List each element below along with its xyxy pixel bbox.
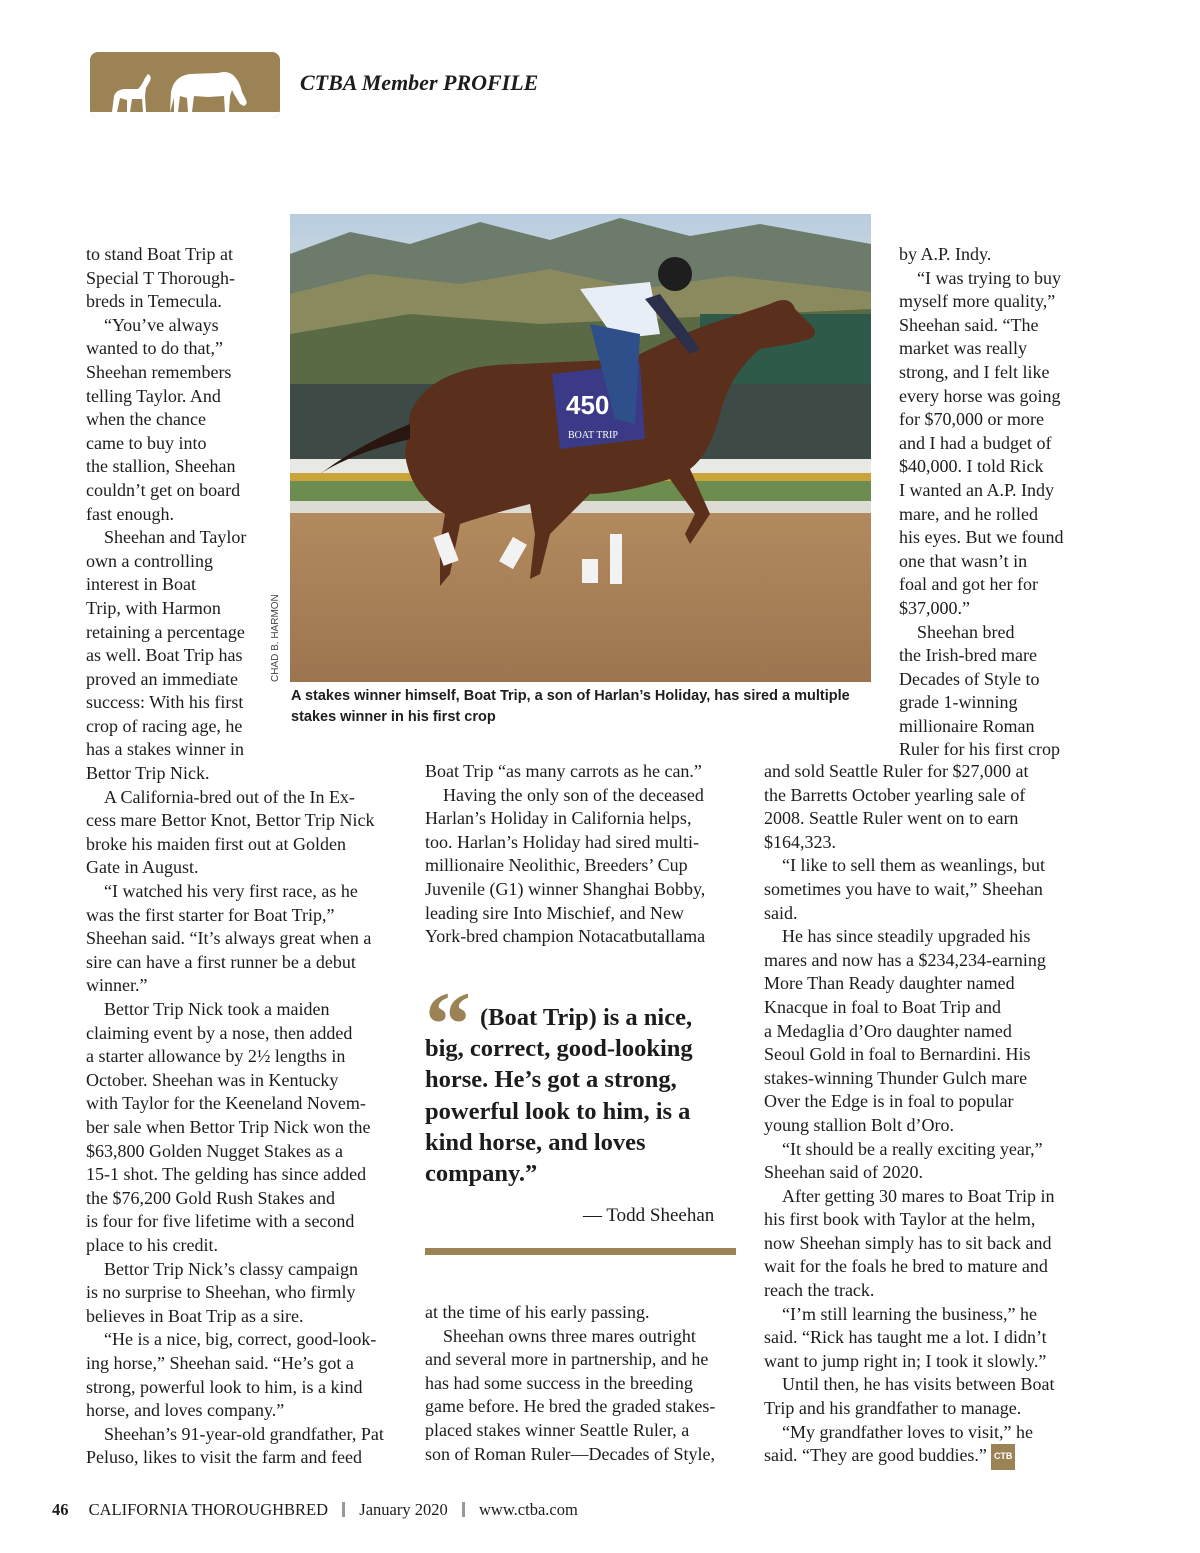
- pull-quote-line: kind horse, and loves: [425, 1128, 646, 1156]
- article-line: ber sale when Bettor Trip Nick won the: [86, 1116, 371, 1137]
- article-line: Juvenile (G1) winner Shanghai Bobby,: [425, 878, 706, 899]
- article-line: strong, and I felt like: [899, 361, 1050, 382]
- article-line: 15-1 shot. The gelding has since added: [86, 1164, 367, 1185]
- article-line: “I’m still learning the business,” he: [782, 1303, 1037, 1324]
- article-line: and sold Seattle Ruler for $27,000 at: [764, 761, 1029, 781]
- article-line: 2008. Seattle Ruler went on to earn: [764, 808, 1019, 829]
- article-line: his eyes. But we found: [899, 527, 1064, 548]
- article-line: Knacque in foal to Boat Trip and: [764, 996, 1001, 1017]
- article-line: millionaire Roman: [899, 715, 1035, 736]
- article-line: couldn’t get on board: [86, 479, 241, 500]
- article-line: with Taylor for the Keeneland Novem-: [86, 1093, 366, 1114]
- article-line: reach the track.: [764, 1280, 875, 1301]
- article-line: Trip and his grandfather to manage.: [764, 1398, 1022, 1419]
- article-line: Gate in August.: [86, 857, 199, 878]
- photo-credit: CHAD B. HARMON: [270, 594, 281, 682]
- article-line: strong, powerful look to him, is a kind: [86, 1376, 363, 1397]
- mare-and-foal-icon: [90, 52, 280, 118]
- column-left: [86, 243, 384, 1470]
- section-title: CTBA Member PROFILE: [300, 70, 539, 95]
- article-line: Bettor Trip Nick’s classy campaign: [104, 1258, 358, 1279]
- article-line: said. “They are good buddies.” CTB: [764, 1444, 1054, 1470]
- article-line: Sheehan said of 2020.: [764, 1162, 923, 1183]
- article-line: proved an immediate: [86, 668, 238, 689]
- article-line: is no surprise to Sheehan, who firmly: [86, 1282, 356, 1303]
- article-line: “I like to sell them as weanlings, but: [782, 855, 1045, 876]
- ctba-logo: [90, 52, 280, 118]
- quote-mark-icon: “: [425, 973, 471, 1075]
- article-line: “He is a nice, big, correct, good-look-: [104, 1329, 377, 1350]
- footer-divider: [342, 1502, 345, 1517]
- article-line: his first book with Taylor at the helm,: [764, 1209, 1036, 1230]
- article-line: market was really: [899, 338, 1027, 359]
- article-line: Trip, with Harmon: [86, 597, 221, 618]
- article-line: the $76,200 Gold Rush Stakes and: [86, 1187, 335, 1208]
- article-line: at the time of his early passing.: [425, 1302, 650, 1322]
- article-line: Peluso, likes to visit the farm and feed: [86, 1447, 362, 1468]
- article-line: broke his maiden first out at Golden: [86, 833, 346, 854]
- article-line: “It should be a really exciting year,”: [782, 1138, 1043, 1159]
- article-line: when the chance: [86, 409, 206, 430]
- issue-date: January 2020: [359, 1500, 448, 1519]
- page-number: 46: [52, 1500, 69, 1519]
- article-line: to stand Boat Trip at: [86, 244, 234, 264]
- website-link[interactable]: www.ctba.com: [479, 1500, 578, 1519]
- article-line: stakes-winning Thunder Gulch mare: [764, 1067, 1028, 1088]
- article-line: wanted to do that,”: [86, 338, 223, 359]
- article-line: ing horse,” Sheehan said. “He’s got a: [86, 1352, 354, 1373]
- pull-quote-attribution: — Todd Sheehan: [583, 1205, 715, 1226]
- article-line: game before. He bred the graded stakes-: [425, 1396, 716, 1417]
- article-line: $63,800 Golden Nugget Stakes as a: [86, 1140, 343, 1161]
- article-line: “You’ve always: [104, 314, 219, 335]
- article-line: leading sire Into Mischief, and New: [425, 902, 684, 923]
- article-line: mare, and he rolled: [899, 503, 1038, 524]
- pull-quote-line: horse. He’s got a strong,: [425, 1066, 677, 1094]
- article-line: the Irish-bred mare: [899, 645, 1037, 666]
- article-line: said. “Rick has taught me a lot. I didn’t: [764, 1327, 1047, 1348]
- article-line: Harlan’s Holiday in California helps,: [425, 808, 692, 829]
- article-line: retaining a percentage: [86, 621, 245, 642]
- article-line: horse, and loves company.”: [86, 1400, 285, 1421]
- article-line: as well. Boat Trip has: [86, 645, 243, 666]
- article-line: Bettor Trip Nick took a maiden: [104, 999, 330, 1019]
- article-line: Sheehan said. “It’s always great when a: [86, 928, 372, 949]
- article-line: foal and got her for: [899, 574, 1038, 595]
- article-line: sire can have a first runner be a debut: [86, 951, 356, 972]
- article-line: Ruler for his first crop: [899, 739, 1060, 760]
- article-line: Seoul Gold in foal to Bernardini. His: [764, 1044, 1031, 1065]
- column-middle-top: [425, 760, 705, 949]
- article-line: Having the only son of the deceased: [443, 784, 704, 805]
- article-line: York-bred champion Notacatbutallama: [425, 926, 706, 947]
- article-line: $40,000. I told Rick: [899, 456, 1044, 477]
- article-line: Sheehan owns three mares outright: [443, 1325, 696, 1346]
- article-line: He has since steadily upgraded his: [782, 926, 1031, 947]
- article-line: came to buy into: [86, 432, 207, 453]
- pull-quote-rule: [425, 1248, 736, 1255]
- pull-quote-text: [425, 1002, 693, 1189]
- article-line: young stallion Bolt d’Oro.: [764, 1114, 954, 1135]
- article-line: now Sheehan simply has to sit back and: [764, 1232, 1052, 1253]
- article-line: Sheehan remembers: [86, 361, 232, 382]
- article-line: placed stakes winner Seattle Ruler, a: [425, 1419, 690, 1440]
- article-line: success: With his first: [86, 692, 244, 713]
- article-line: telling Taylor. And: [86, 385, 221, 406]
- article-line: a Medaglia d’Oro daughter named: [764, 1020, 1012, 1041]
- article-line: breds in Temecula.: [86, 291, 222, 312]
- page-footer: [52, 1500, 578, 1520]
- saddle-number: 450: [566, 390, 610, 420]
- article-line: fast enough.: [86, 503, 174, 524]
- article-line: After getting 30 mares to Boat Trip in: [782, 1185, 1055, 1206]
- pull-quote-line: big, correct, good-looking: [425, 1035, 693, 1063]
- pull-quote-line: powerful look to him, is a: [425, 1097, 691, 1125]
- article-line: too. Harlan’s Holiday had sired multi-: [425, 831, 699, 852]
- article-line: wait for the foals he bred to mature and: [764, 1256, 1048, 1277]
- article-line: believes in Boat Trip as a sire.: [86, 1305, 304, 1326]
- article-line: the Barretts October yearling sale of: [764, 784, 1026, 805]
- article-line: Sheehan and Taylor: [104, 527, 247, 548]
- end-mark: CTB: [991, 1444, 1016, 1470]
- article-line: Special T Thorough-: [86, 267, 235, 288]
- article-line: want to jump right in; I took it slowly.”: [764, 1350, 1047, 1371]
- article-line: by A.P. Indy.: [899, 244, 992, 264]
- article-line: sometimes you have to wait,” Sheehan: [764, 878, 1043, 899]
- article-line: myself more quality,”: [899, 291, 1056, 312]
- article-line: Boat Trip “as many carrots as he can.”: [425, 761, 702, 781]
- article-line: claiming event by a nose, then added: [86, 1022, 353, 1043]
- article-line: $164,323.: [764, 831, 836, 852]
- pull-quote-line: (Boat Trip) is a nice,: [480, 1004, 693, 1031]
- column-right-bottom: [764, 760, 1054, 1470]
- article-line: and several more in partnership, and he: [425, 1349, 709, 1370]
- article-line: A California-bred out of the In Ex-: [104, 786, 355, 807]
- article-line: son of Roman Ruler—Decades of Style,: [425, 1443, 715, 1464]
- article-line: $37,000.”: [899, 597, 970, 618]
- article-line: own a controlling: [86, 550, 213, 571]
- article-line: one that wasn’t in: [899, 550, 1028, 571]
- article-line: “I was trying to buy: [917, 267, 1061, 288]
- article-line: has a stakes winner in: [86, 739, 244, 760]
- article-line: for $70,000 or more: [899, 409, 1044, 430]
- saddle-name: BOAT TRIP: [568, 430, 618, 441]
- article-line: “My grandfather loves to visit,” he: [782, 1421, 1033, 1442]
- article-line: the stallion, Sheehan: [86, 456, 236, 477]
- article-line: a starter allowance by 2½ lengths in: [86, 1046, 346, 1067]
- article-line: October. Sheehan was in Kentucky: [86, 1069, 339, 1090]
- article-line: Bettor Trip Nick.: [86, 763, 210, 784]
- magazine-name: CALIFORNIA THOROUGHBRED: [88, 1500, 329, 1519]
- article-line: and I had a budget of: [899, 432, 1052, 453]
- article-line: mares and now has a $234,234-earning: [764, 949, 1046, 970]
- article-line: cess mare Bettor Knot, Bettor Trip Nick: [86, 810, 375, 831]
- photo-caption: A stakes winner himself, Boat Trip, a son of Harlan’s Holiday, has sired a multiple stakes winner in his first crop: [291, 688, 850, 725]
- article-line: said.: [764, 902, 798, 923]
- footer-divider: [462, 1502, 465, 1517]
- article-line: crop of racing age, he: [86, 715, 243, 736]
- column-middle-bottom: [425, 1301, 715, 1466]
- article-line: is four for five lifetime with a second: [86, 1211, 355, 1232]
- article-line: every horse was going: [899, 385, 1061, 406]
- article-line: Decades of Style to: [899, 668, 1040, 689]
- article-line: millionaire Neolithic, Breeders’ Cup: [425, 855, 688, 876]
- article-line: Until then, he has visits between Boat: [782, 1374, 1055, 1395]
- article-line: Sheehan said. “The: [899, 314, 1039, 335]
- article-line: Sheehan bred: [917, 621, 1015, 642]
- article-line: “I watched his very first race, as he: [104, 881, 358, 902]
- article-line: Sheehan’s 91-year-old grandfather, Pat: [104, 1423, 384, 1444]
- article-line: Over the Edge is in foal to popular: [764, 1091, 1014, 1112]
- article-line: place to his credit.: [86, 1234, 218, 1255]
- article-line: was the first starter for Boat Trip,”: [86, 904, 335, 925]
- article-line: winner.”: [86, 975, 148, 996]
- article-line: interest in Boat: [86, 574, 196, 595]
- column-right-top: [899, 243, 1063, 762]
- pull-quote-line: company.”: [425, 1160, 538, 1188]
- article-line: grade 1-winning: [899, 692, 1018, 713]
- article-line: I wanted an A.P. Indy: [899, 479, 1054, 500]
- article-line: has had some success in the breeding: [425, 1372, 693, 1393]
- article-line: More Than Ready daughter named: [764, 973, 1015, 994]
